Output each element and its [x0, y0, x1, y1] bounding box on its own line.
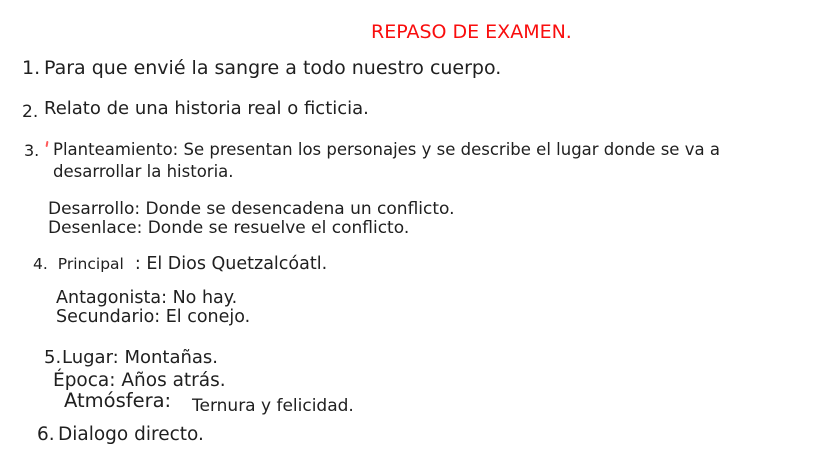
question-5-atmosfera-label: Atmósfera:: [64, 389, 172, 412]
question-3-answer: [53, 139, 720, 182]
question-5-lugar: Lugar: Montañas.: [62, 347, 219, 368]
question-3-number: 3.: [24, 141, 40, 160]
question-2-answer: Relato de una historia real o ficticia.: [44, 98, 369, 119]
exam-title: REPASO DE EXAMEN.: [371, 21, 572, 43]
question-5-epoca: Época: Años atrás.: [53, 370, 226, 391]
question-6-answer: Dialogo directo.: [58, 424, 204, 445]
question-1-answer: Para que envié la sangre a todo nuestro cuerpo.: [44, 57, 502, 79]
question-3-answer-line-2: desarrollar la historia.: [53, 161, 234, 181]
question-4-label: Principal: [57, 255, 124, 273]
question-5-atmosfera-answer: Ternura y felicidad.: [192, 396, 354, 416]
question-4-row: [33, 254, 327, 274]
question-4-secundario: Secundario: El conejo.: [56, 307, 251, 327]
red-correction-mark: [45, 141, 48, 147]
question-2-number: 2.: [22, 102, 39, 122]
question-1-number: 1.: [22, 57, 41, 79]
question-5-number: 5.: [44, 347, 62, 368]
question-3-desarrollo: Desarrollo: Donde se desencadena un conflicto.: [48, 199, 455, 219]
question-4-antagonista: Antagonista: No hay.: [56, 288, 238, 308]
question-4-number: 4.: [33, 255, 48, 273]
question-4-answer: : El Dios Quetzalcóatl.: [134, 254, 328, 274]
question-3-answer-line-1: Planteamiento: Se presentan los personajes y se describe el lugar donde se va a: [53, 140, 720, 159]
question-3-desenlace: Desenlace: Donde se resuelve el conflicto.: [48, 218, 410, 238]
question-6-number: 6.: [37, 424, 55, 445]
